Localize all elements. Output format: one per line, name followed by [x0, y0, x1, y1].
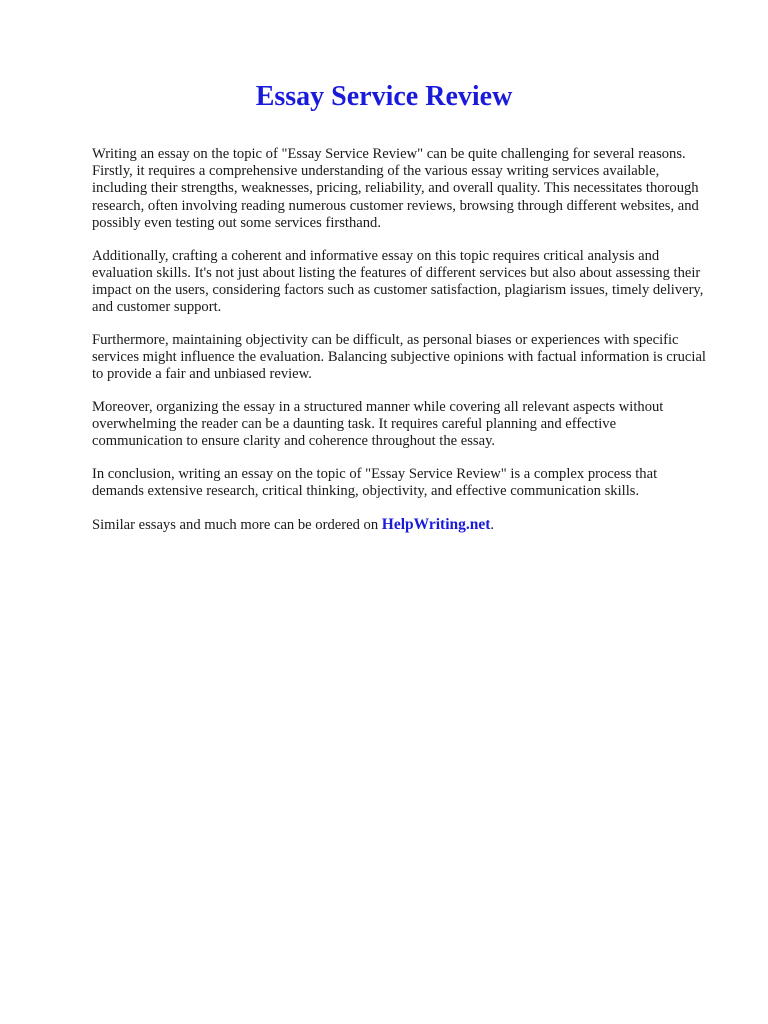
paragraph-conclusion: In conclusion, writing an essay on the topic of "Essay Service Review" is a complex process that demands extensive research, critical thinking, objectivity, and effective communication skills.: [92, 466, 658, 500]
paragraph-analysis: Additionally, crafting a coherent and informative essay on this topic requires critical analysis and evaluation skills. It's not just about listing the features of different services but also about assessing their impact on the users, considering factors such as customer satisfaction, plagiarism issues, timely delivery, and customer support.: [92, 247, 704, 316]
helpwriting-link[interactable]: HelpWriting.net: [381, 515, 491, 533]
document-body: [92, 146, 710, 550]
paragraph-organization: Moreover, organizing the essay in a structured manner while covering all relevant aspects without overwhelming the reader can be a daunting task. It requires careful planning and effective communication to ensure clarity and coherence throughout the essay.: [92, 398, 664, 450]
closing-line: [92, 516, 710, 534]
paragraph-intro: Writing an essay on the topic of "Essay Service Review" can be quite challenging for several reasons. Firstly, it requires a comprehensive understanding of the various essay writing services available, including their strengths, weaknesses, pricing, reliability, and overall quality. This necessitates thorough research, often involving reading numerous customer reviews, browsing through different websites, and possibly even testing out some services firsthand.: [92, 146, 699, 231]
closing-prefix: Similar essays and much more can be ordered on: [92, 516, 382, 533]
page-title: Essay Service Review: [255, 81, 513, 112]
paragraph-objectivity: Furthermore, maintaining objectivity can be difficult, as personal biases or experiences with specific services might influence the evaluation. Balancing subjective opinions with factual information is crucial to provide a fair and unbiased review.: [92, 331, 706, 383]
closing-suffix: .: [490, 516, 495, 533]
